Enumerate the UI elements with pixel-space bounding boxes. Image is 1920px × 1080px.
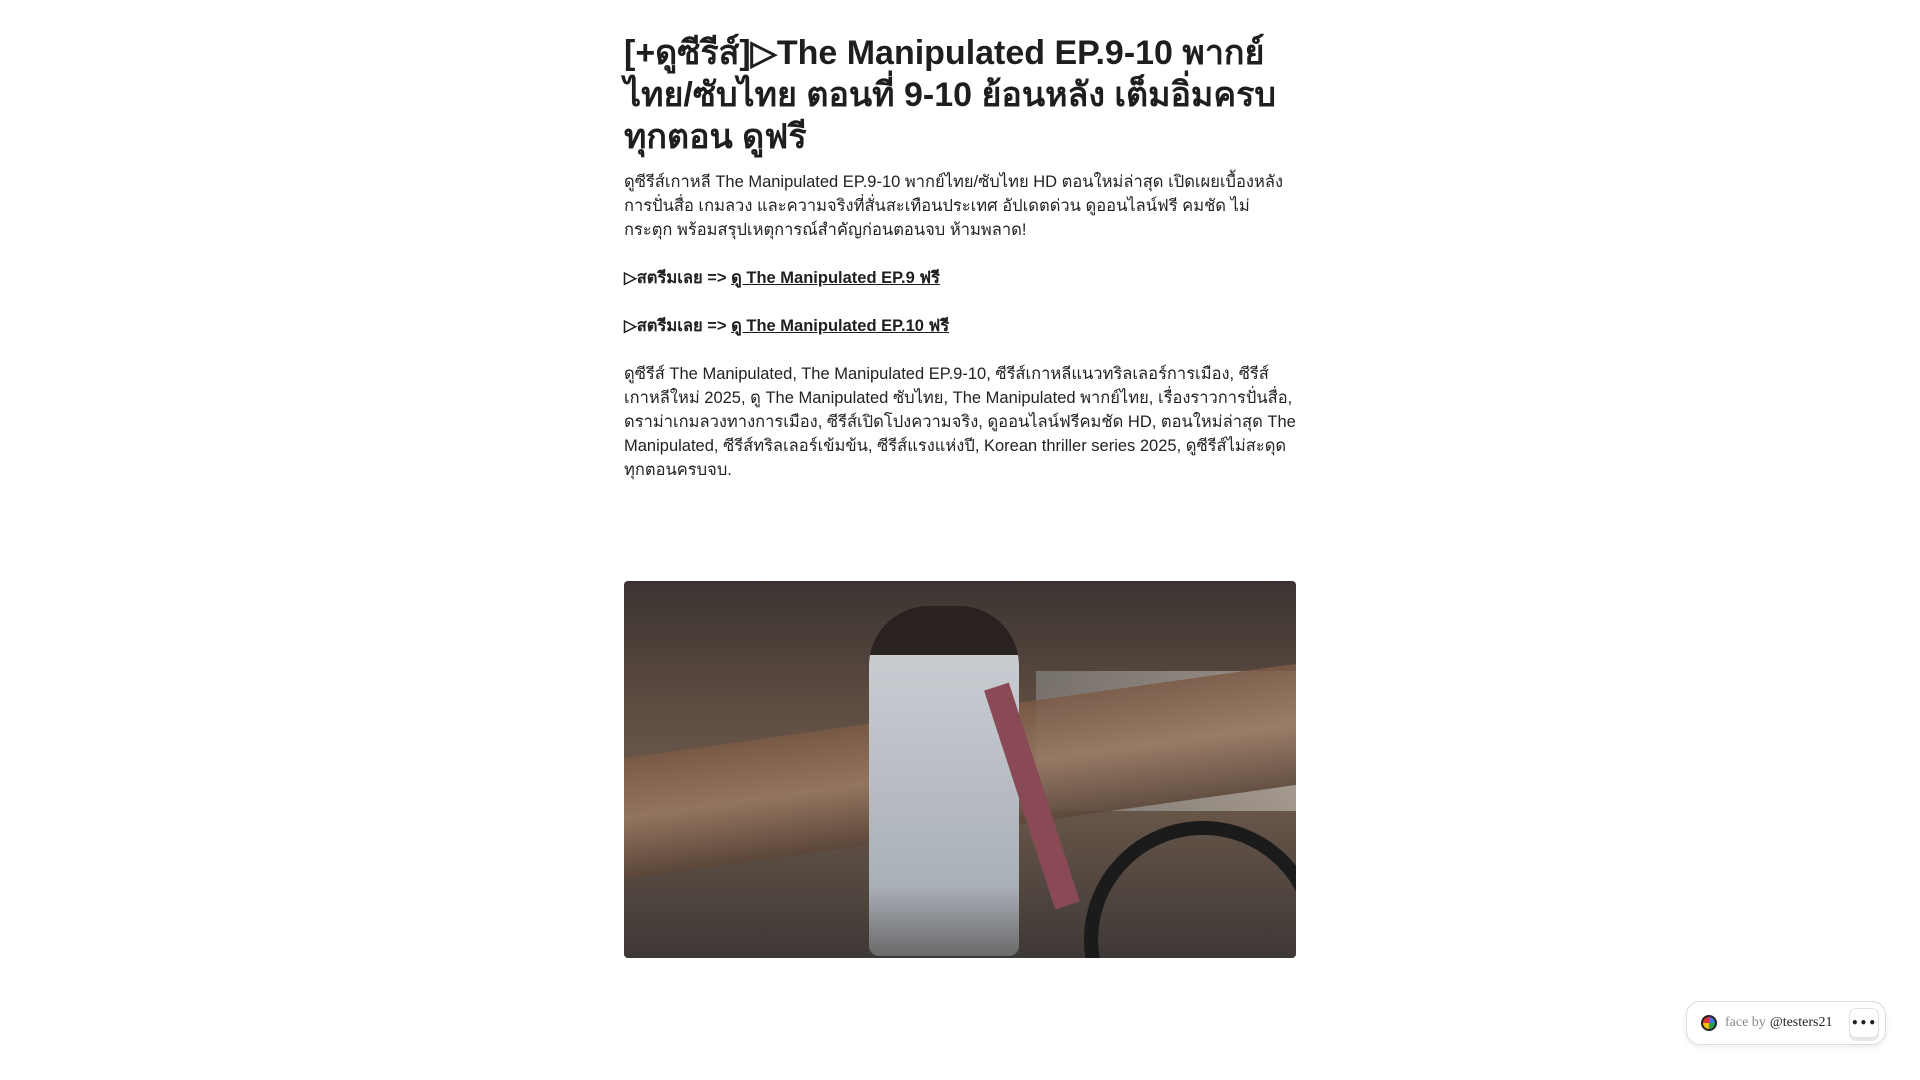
image-motorbike-wheel	[1084, 821, 1296, 958]
hero-image	[624, 581, 1296, 958]
article	[624, 32, 1296, 482]
image-person	[869, 606, 1019, 956]
attribution-badge	[1686, 1001, 1886, 1045]
stream-line-ep9	[624, 266, 1296, 290]
page-title: [+ดูซีรีส์]▷The Manipulated EP.9-10 พากย์ไทย/ซับไทย ตอนที่ 9-10 ย้อนหลัง เต็มอิ่มครบทุกตอน ดูฟรี	[624, 34, 1276, 156]
badge-user-link[interactable]: @testers21	[1769, 1015, 1833, 1030]
globe-icon	[1701, 1015, 1717, 1031]
stream-line-ep10	[624, 314, 1296, 338]
more-options-button[interactable]: •••	[1849, 1008, 1879, 1038]
ep10-link[interactable]: ดู The Manipulated EP.10 ฟรี	[731, 317, 950, 335]
intro-paragraph: ดูซีรีส์เกาหลี The Manipulated EP.9-10 พากย์ไทย/ซับไทย HD ตอนใหม่ล่าสุด เปิดเผยเบื้องหลังการปั่นสื่อ เกมลวง และความจริงที่สั่นสะเทือนประเทศ อัปเดตด่วน ดูออนไลน์ฟรี คมชัด ไม่กระตุก พร้อมสรุปเหตุการณ์สำคัญก่อนตอนจบ ห้ามพลาด!	[624, 173, 1284, 239]
stream-prefix: ▷สตรีมเลย =>	[624, 317, 732, 335]
tags-paragraph: ดูซีรีส์ The Manipulated, The Manipulated EP.9-10, ซีรีส์เกาหลีแนวทริลเลอร์การเมือง, ซีรีส์เกาหลีใหม่ 2025, ดู The Manipulated ซับไทย, The Manipulated พากย์ไทย, เรื่องราวการปั่นสื่อ, ดราม่าเกมลวงทางการเมือง, ซีรีส์เปิดโปงความจริง, ดูออนไลน์ฟรีคมชัด HD, ตอนใหม่ล่าสุด The Manipulated, ซีรีส์ทริลเลอร์เข้มข้น, ซีรีส์แรงแห่งปี, Korean thriller series 2025, ดูซีรีส์ไม่สะดุด ทุกตอนครบจบ.	[624, 365, 1296, 479]
badge-prefix: face by	[1725, 1015, 1766, 1030]
ep9-link[interactable]: ดู The Manipulated EP.9 ฟรี	[731, 269, 940, 287]
stream-prefix: ▷สตรีมเลย =>	[624, 269, 732, 287]
